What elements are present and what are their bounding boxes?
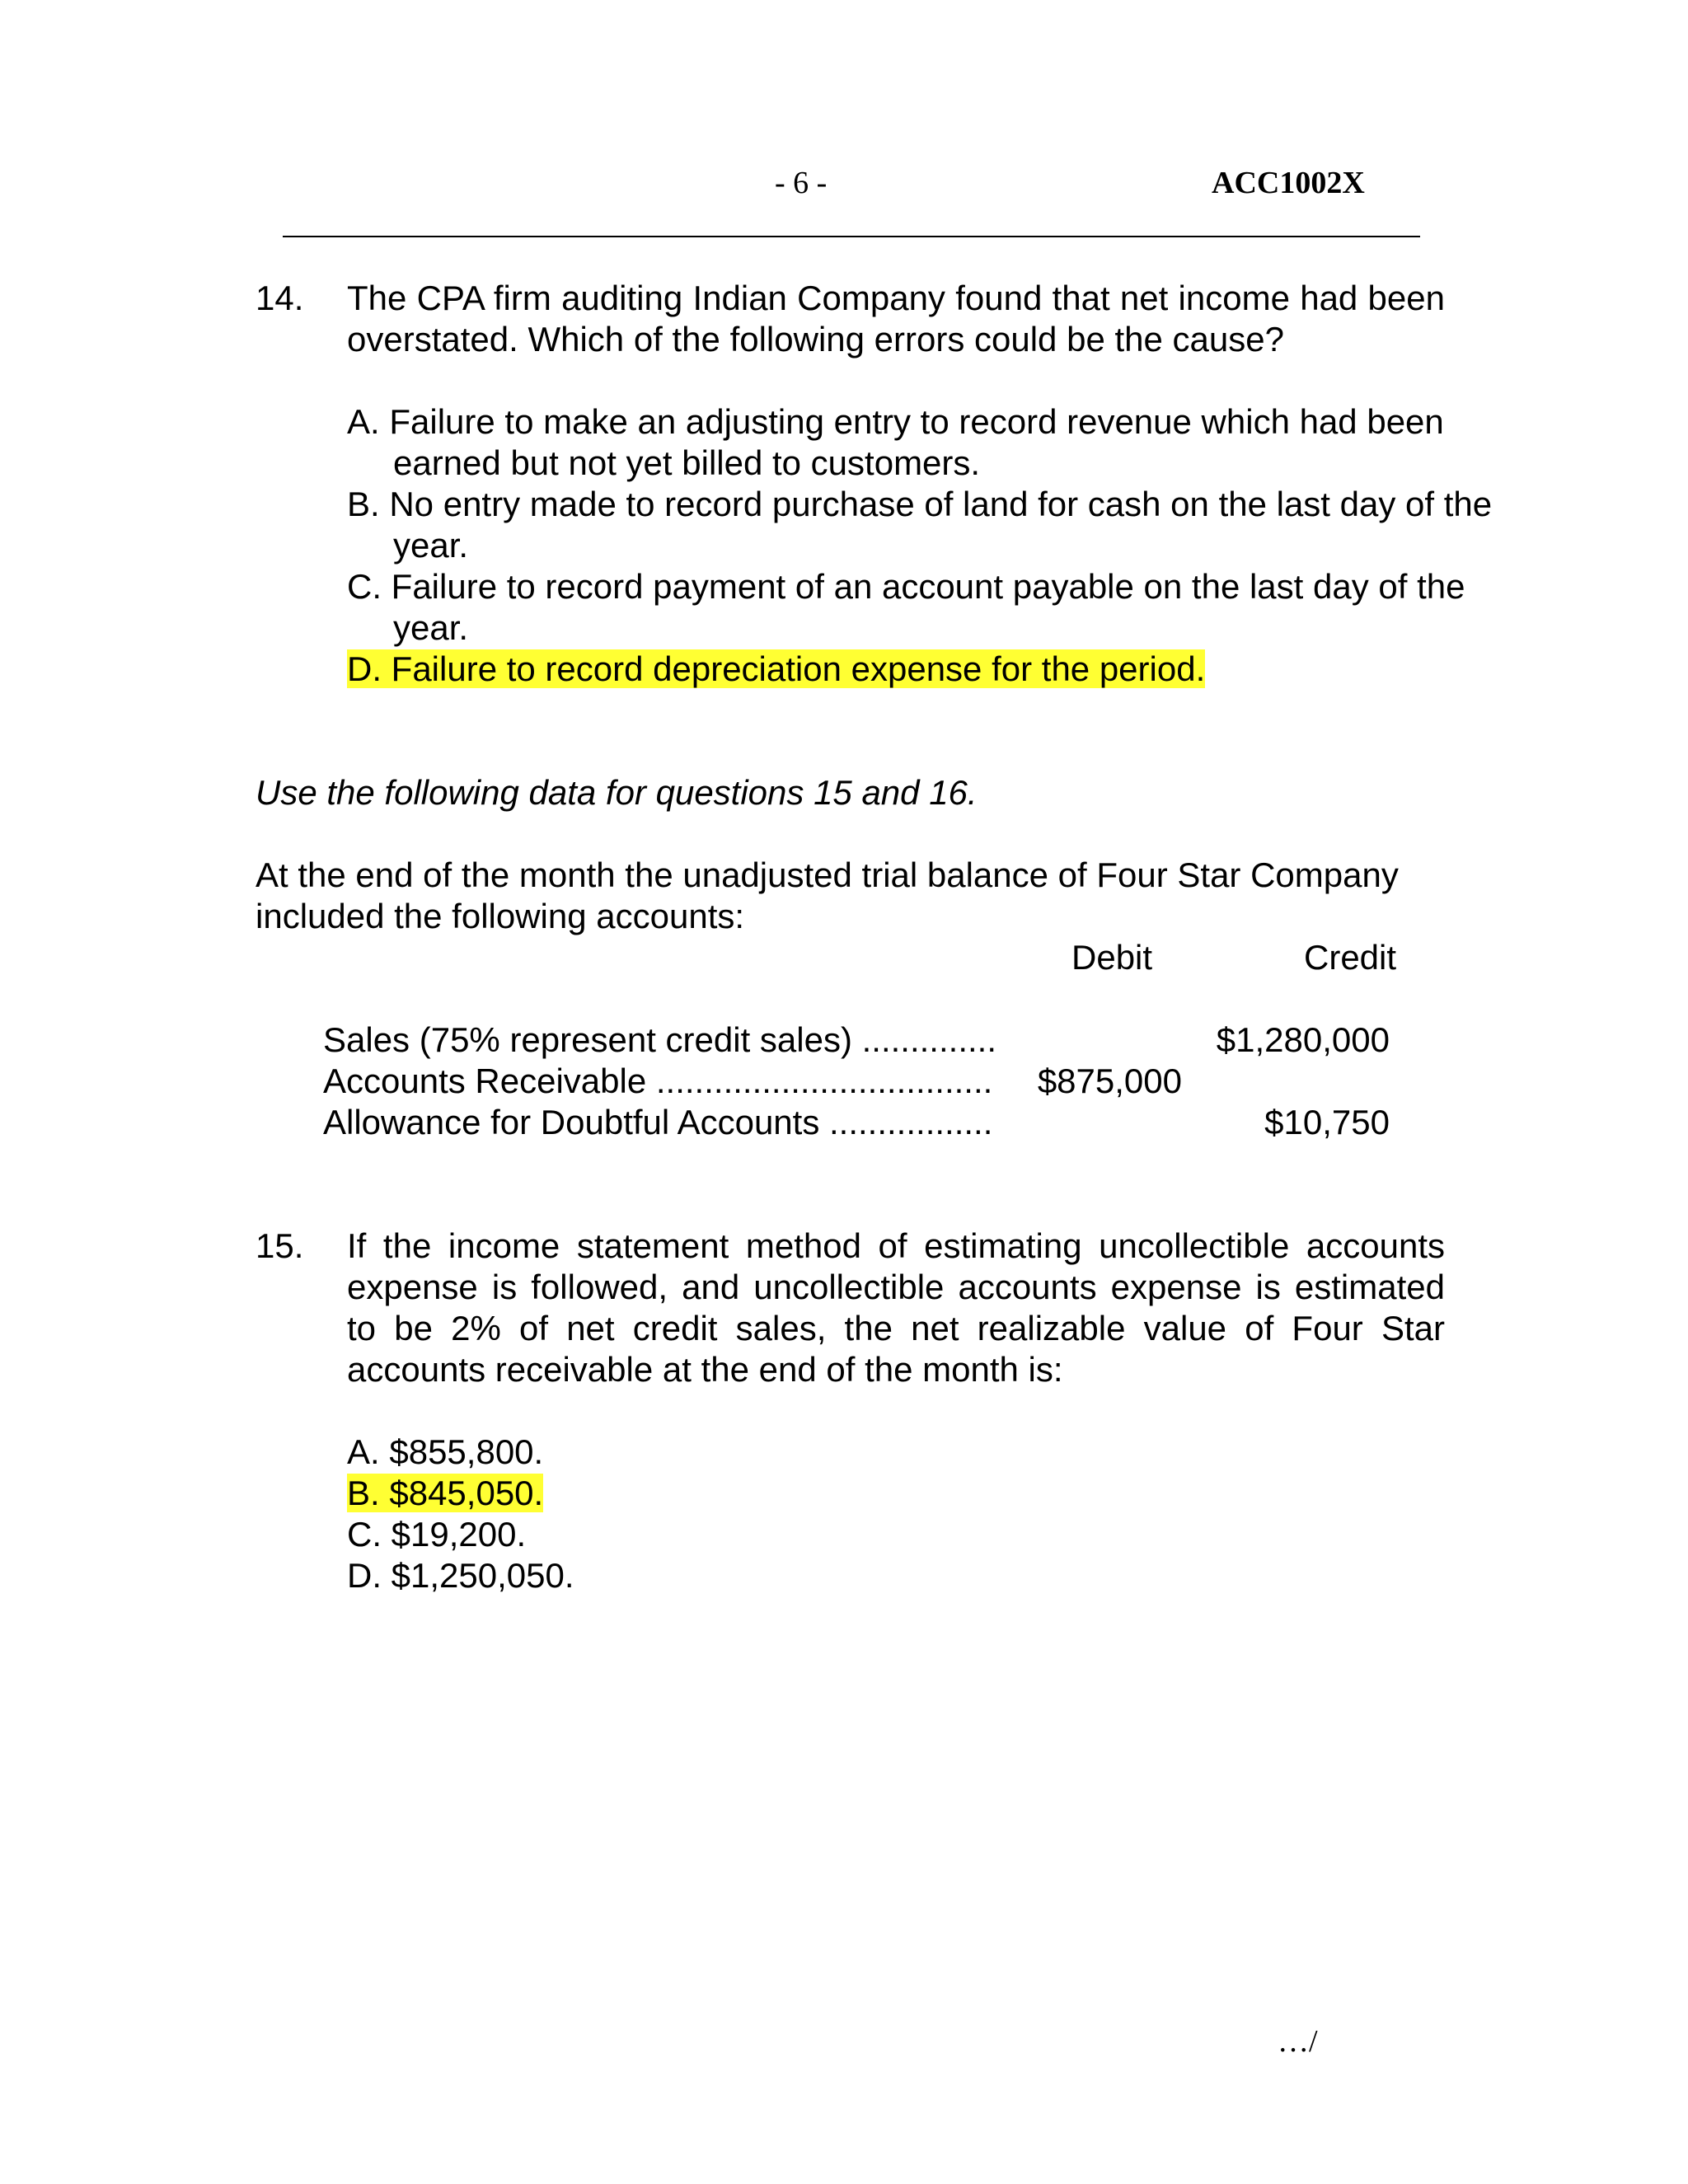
option-text: C. Failure to record payment of an account payable on the last day of the year.	[347, 567, 1465, 647]
option-text: B. No entry made to record purchase of land for cash on the last day of the year.	[347, 485, 1493, 565]
question-14-option-c	[347, 566, 1498, 649]
trial-balance-label-sales: Sales (75% represent credit sales) ..............	[323, 1020, 996, 1059]
continue-mark: …/	[1278, 2024, 1318, 2059]
question-14-option-d	[347, 649, 1498, 690]
option-text: A. $855,800.	[347, 1432, 544, 1471]
trial-balance-label-receivable: Accounts Receivable ...................................	[323, 1062, 993, 1100]
highlighted-answer: D. Failure to record depreciation expense for the period.	[347, 649, 1206, 688]
question-15-stem: If the income statement method of estimating uncollectible accounts expense is followed, and uncollectible accounts expense is estimated to be 2% of net credit sales, the net realizable value of Four Star accounts receivable at the end of the month is:	[347, 1226, 1445, 1389]
column-header-credit: Credit	[1304, 938, 1397, 977]
question-15-option-d	[347, 1555, 574, 1596]
question-14-stem: The CPA firm auditing Indian Company found that net income had been overstated. Which of the following errors could be the cause?	[347, 279, 1445, 359]
question-14-option-b	[347, 484, 1498, 566]
option-text: C. $19,200.	[347, 1515, 527, 1554]
trial-balance-credit-sales: $1,280,000	[1216, 1020, 1390, 1059]
question-15-number: 15.	[256, 1226, 304, 1265]
question-14-option-a	[347, 401, 1498, 484]
data-intro: Use the following data for questions 15 and 16.	[256, 773, 978, 812]
trial-balance-credit-allowance: $10,750	[1264, 1103, 1390, 1141]
question-15-option-b	[347, 1473, 543, 1514]
course-code: ACC1002X	[1212, 166, 1365, 200]
header-rule	[283, 236, 1420, 237]
column-header-debit: Debit	[1071, 938, 1153, 977]
option-text: D. $1,250,050.	[347, 1556, 574, 1595]
option-text: A. Failure to make an adjusting entry to record revenue which had been earned but not yet billed to customers.	[347, 402, 1444, 482]
page-number: - 6 -	[775, 166, 828, 200]
trial-balance-label-allowance: Allowance for Doubtful Accounts .................	[323, 1103, 993, 1141]
data-paragraph: At the end of the month the unadjusted trial balance of Four Star Company included the following accounts:	[256, 855, 1399, 935]
trial-balance-debit-receivable: $875,000	[1037, 1062, 1182, 1100]
question-15-option-a	[347, 1432, 543, 1473]
highlighted-answer: B. $845,050.	[347, 1474, 544, 1512]
question-14-number: 14.	[256, 279, 304, 317]
question-15-option-c	[347, 1514, 526, 1555]
